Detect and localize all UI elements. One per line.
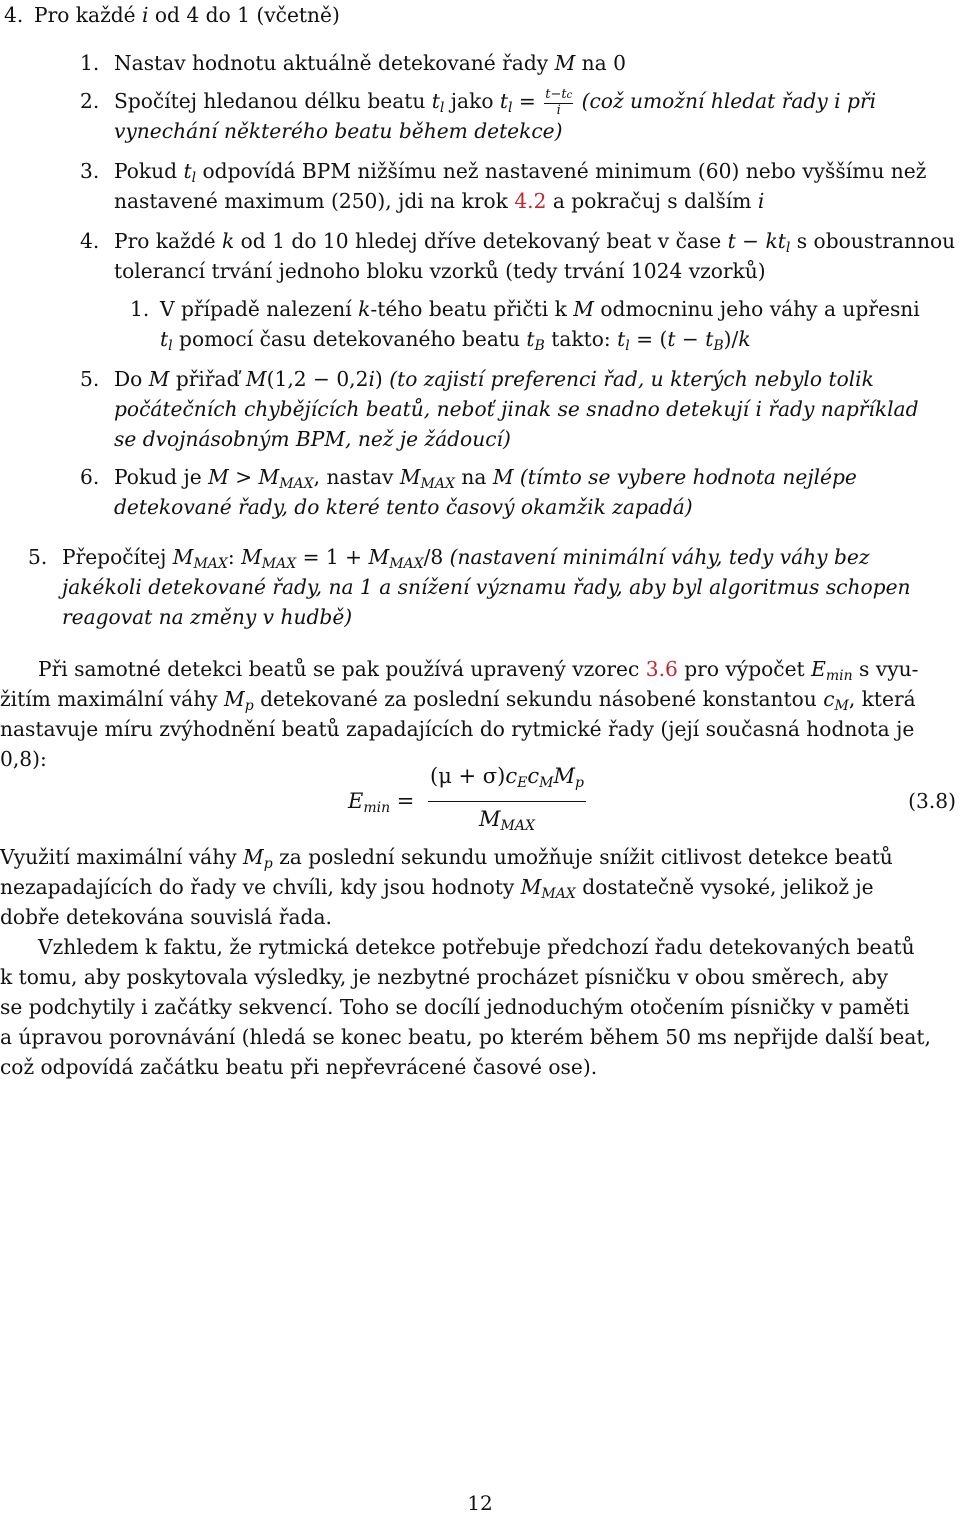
item-text: Pro každé i od 4 do 1 (včetně) [34, 3, 340, 27]
item-text-cont: jakékoli detekované řady, na 1 a snížení významu řady, aby byl algoritmus schopen [62, 575, 911, 599]
item-text: Do M přiřaď M(1,2 − 0,2i) (to zajistí preferenci řad, u kterých nebylo tolik [114, 367, 874, 391]
item-number: 5. [80, 367, 100, 391]
item-text-cont: $t_l$ pomocí času detekovaného beatu $t_B$ takto: $t_l = (t - t_B)/k$ [160, 327, 751, 354]
item-text: V případě nalezení k-tého beatu přičti k M odmocninu jeho váhy a upřesni [160, 297, 920, 321]
item-number: 6. [80, 465, 100, 489]
item-text-cont: se dvojnásobným BPM, než je žádoucí) [114, 427, 511, 451]
fraction: $\frac{t-tc}{i}$ [545, 86, 573, 118]
page-number: 12 [467, 1491, 493, 1515]
equation-ref-link[interactable]: 3.6 [645, 657, 678, 681]
item-number: 2. [80, 89, 100, 113]
item-text: Spočítej hledanou délku beatu $t_l$ jako $t_l$ = $\frac{t-tc}{i}$ (což umožní hledat řady i při [114, 86, 877, 118]
item-text-cont: vynechání některého beatu během detekce) [114, 119, 563, 143]
item-text-cont: nastavené maximum (250), jdi na krok 4.2 a pokračuj s dalším i [114, 189, 765, 213]
item-number: 4. [80, 229, 100, 253]
item-text: Pro každé k od 1 do 10 hledej dříve detekovaný beat v čase $t - kt_l$ s oboustrannou [114, 229, 956, 256]
equation-numerator: $(\mu + \sigma)c_Ec_MM_p$ [428, 762, 586, 802]
item-number: 3. [80, 159, 100, 183]
item-text: Nastav hodnotu aktuálně detekované řady M na 0 [114, 51, 626, 75]
equation-fraction [428, 762, 586, 843]
item-number: 5. [28, 545, 48, 569]
step-ref-link[interactable]: 4.2 [514, 189, 547, 213]
item-text: Pokud je $M > M_{MAX}$, nastav $M_{MAX}$ na M (tímto se vybere hodnota nejlépe [114, 465, 857, 492]
item-text-cont: detekované řady, do které tento časový okamžik zapadá) [114, 495, 693, 519]
equation-number: (3.8) [908, 789, 956, 813]
display-equation [348, 762, 960, 834]
item-number: 1. [130, 297, 150, 321]
equation-lhs: $E_{min}$ = [348, 789, 415, 816]
item-text-cont: reagovat na změny v hudbě) [62, 605, 353, 629]
item-text: Přepočítej $M_{MAX}$: $M_{MAX} = 1 + M_{MAX}/8$ (nastavení minimální váhy, tedy váhy bez [62, 545, 870, 572]
equation-denominator: $M_{MAX}$ [478, 807, 535, 834]
item-text-cont: tolerancí trvání jednoho bloku vzorků (tedy trvání 1024 vzorků) [114, 259, 766, 283]
item-number: 4. [4, 3, 24, 27]
item-number: 1. [80, 51, 100, 75]
item-text-cont: počátečních chybějících beatů, neboť jinak se snadno detekují i řady například [114, 397, 919, 421]
item-text: Pokud $t_l$ odpovídá BPM nižšímu než nastavené minimum (60) nebo vyššímu než [114, 159, 927, 186]
